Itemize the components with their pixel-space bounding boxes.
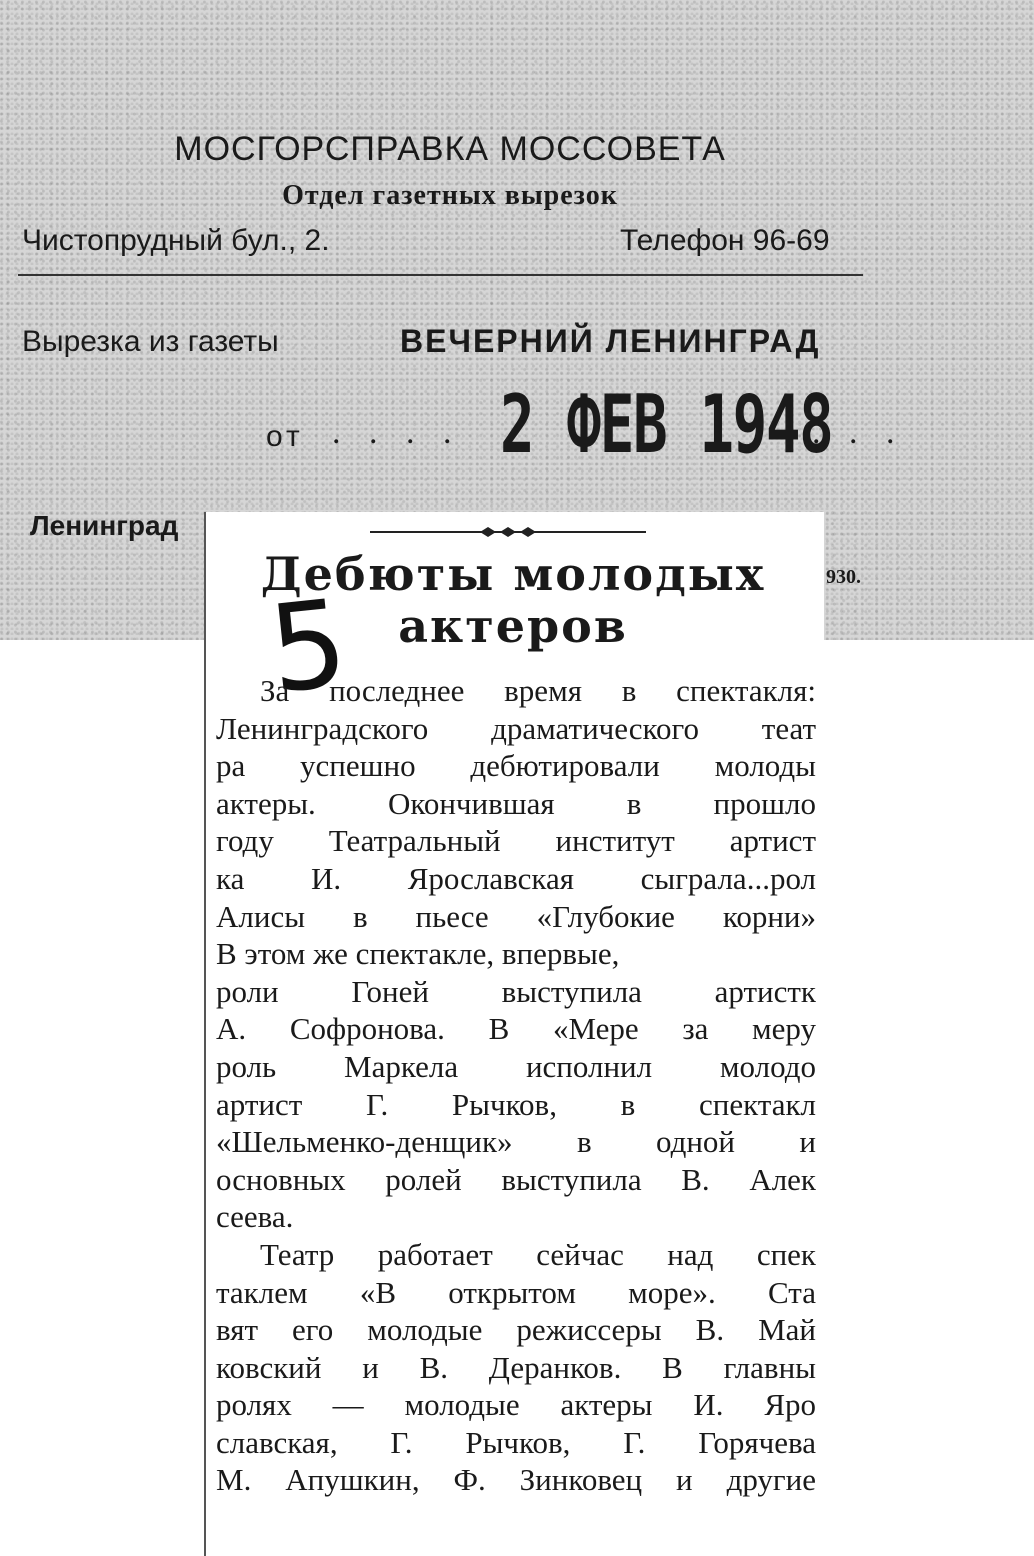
text-line: вят его молодые режиссеры В. Май <box>216 1312 816 1348</box>
city-label: Ленинград <box>30 510 179 541</box>
text-line: Ленинградского драматического теат <box>216 710 816 746</box>
text-line: роли Гоней выступила артистк <box>216 973 816 1009</box>
text-line: ка И. Ярославская сыграла...рол <box>216 860 816 896</box>
text-line: ковский и В. Деранков. В главны <box>216 1349 816 1385</box>
article-body <box>216 672 816 1499</box>
address: Чистопрудный бул., 2. <box>22 224 330 257</box>
date-leader-dots-left: . . . . <box>332 414 462 451</box>
source-label: Вырезка из газеты <box>22 325 279 358</box>
stray-mark: 930. <box>826 566 861 588</box>
date-leader-dots-right: . . . <box>812 414 905 451</box>
ornament-divider <box>370 526 646 538</box>
text-line: А. Софронова. В «Мере за меру <box>216 1011 816 1047</box>
text-line: году Театральный институт артист <box>216 823 816 859</box>
text-line: роль Маркела исполнил молодо <box>216 1048 816 1084</box>
text-line: «Шельменко-денщик» в одной и <box>216 1124 816 1160</box>
paragraph-2 <box>216 1236 816 1499</box>
headline-line-1: Дебюты молодых <box>260 547 766 601</box>
paragraph-1 <box>216 672 816 1236</box>
header-divider <box>18 274 863 276</box>
department-name: Отдел газетных вырезок <box>282 180 618 211</box>
newspaper-name: ВЕЧЕРНИЙ ЛЕНИНГРАД <box>400 323 821 359</box>
date-stamp: 2 ФЕВ 1948 <box>500 378 833 471</box>
text-line: В этом же спектакле, впервые, <box>216 936 620 972</box>
handwritten-numeral: 5 <box>262 574 354 721</box>
text-line: Алисы в пьесе «Глубокие корни» <box>216 898 816 934</box>
text-line: ролях — молодые актеры И. Яро <box>216 1387 816 1423</box>
text-line: сеева. <box>216 1199 294 1235</box>
text-line: таклем «В открытом море». Ста <box>216 1274 816 1310</box>
text-line: Театр работает сейчас над спек <box>260 1236 816 1272</box>
organization-name: МОСГОРСПРАВКА МОССОВЕТА <box>174 130 726 168</box>
text-line: актеры. Окончившая в прошло <box>216 785 816 821</box>
text-line: артист Г. Рычков, в спектакл <box>216 1086 816 1122</box>
text-line: славская, Г. Рычков, Г. Горячева <box>216 1424 816 1460</box>
phone-number: Телефон 96-69 <box>620 224 830 257</box>
text-line: За последнее время в спектакля: <box>260 673 816 708</box>
date-label: от <box>266 420 304 453</box>
text-line: М. Апушкин, Ф. Зинковец и другие <box>216 1462 816 1498</box>
headline-line-2: актеров <box>398 599 628 653</box>
text-line: основных ролей выступила В. Алек <box>216 1161 816 1197</box>
text-line: ра успешно дебютировали молоды <box>216 748 816 784</box>
